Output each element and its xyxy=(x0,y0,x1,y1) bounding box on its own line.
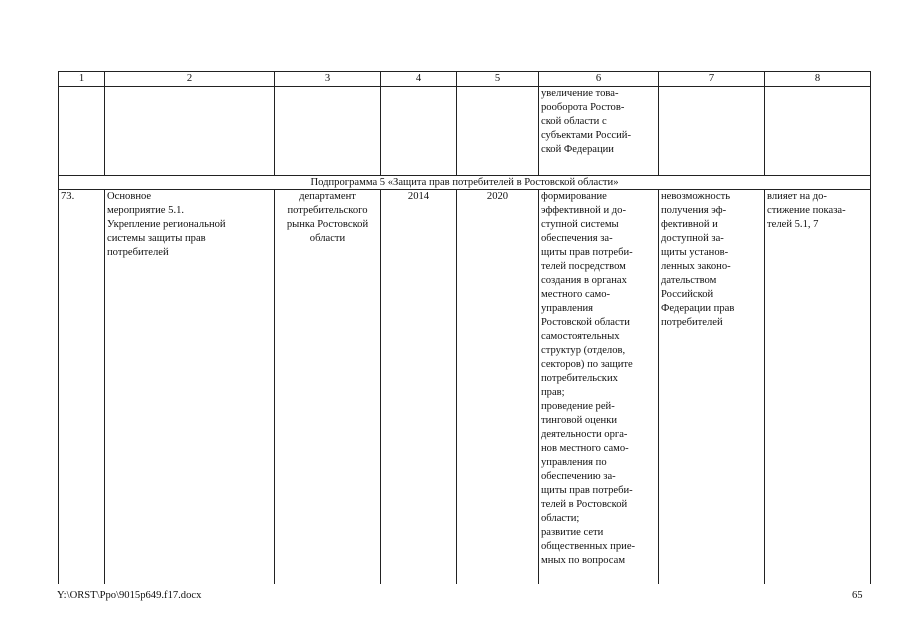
text-line: структур (отделов, xyxy=(541,345,626,356)
text-line: управления xyxy=(541,303,594,314)
text-line: телей посредством xyxy=(541,261,626,272)
text-line: обеспечению за- xyxy=(541,471,616,482)
measures-table xyxy=(58,71,871,584)
text-line: развитие сети xyxy=(541,527,604,538)
text-line: Ростовской области xyxy=(541,317,630,328)
text-line: щиты прав потреби- xyxy=(541,247,633,258)
subprogram-title: Подпрограмма 5 «Защита прав потребителей в Ростовской области» xyxy=(59,176,871,190)
text-line: обеспечения за- xyxy=(541,233,613,244)
text-line: ленных законо- xyxy=(661,261,731,272)
text-line: влияет на до- xyxy=(767,191,827,202)
page-number: 65 xyxy=(852,590,863,601)
text-line: дательством xyxy=(661,275,717,286)
subprogram-row xyxy=(59,176,871,190)
text-line: увеличение това- xyxy=(541,88,619,99)
text-line: Российской xyxy=(661,289,714,300)
text-line: создания в органах xyxy=(541,275,627,286)
text-line: Укрепление региональной xyxy=(107,219,226,230)
text-line: эффективной и до- xyxy=(541,205,626,216)
text-line: общественных прие- xyxy=(541,541,636,552)
text-line: фективной и xyxy=(661,219,718,230)
text-line: мных по вопросам xyxy=(541,555,626,566)
text-line: ской Федерации xyxy=(541,144,614,155)
text-line: местного само- xyxy=(541,289,611,300)
text-line: доступной за- xyxy=(661,233,724,244)
text-line: ской области с xyxy=(541,116,607,127)
text-line: департамент xyxy=(299,191,356,202)
table-cell xyxy=(59,87,105,176)
text-line: рынка Ростовской xyxy=(286,219,369,230)
text-line: секторов) по защите xyxy=(541,359,633,370)
table-cell xyxy=(457,87,539,176)
text-line: стижение показа- xyxy=(767,205,846,216)
column-number: 1 xyxy=(59,72,105,87)
column-number: 2 xyxy=(105,72,275,87)
text-line: телей 5.1, 7 xyxy=(767,219,819,230)
text-line: мероприятие 5.1. xyxy=(107,205,185,216)
expected-result-cell xyxy=(539,190,659,585)
column-number: 5 xyxy=(457,72,539,87)
text-line: невозможность xyxy=(661,191,731,202)
consequences-cell xyxy=(659,190,765,585)
table-row xyxy=(59,190,871,585)
text-line: потребительских xyxy=(541,373,618,384)
file-path: Y:\ORST\Ppo\9015p649.f17.docx xyxy=(57,590,202,601)
table-cell xyxy=(105,87,275,176)
text-line: тинговой оценки xyxy=(541,415,618,426)
text-line: получения эф- xyxy=(661,205,727,216)
text-line: щиты установ- xyxy=(661,247,729,258)
continuation-row xyxy=(59,87,871,176)
end-year-cell: 2020 xyxy=(457,190,539,585)
text-line: управления по xyxy=(541,457,607,468)
column-number: 8 xyxy=(765,72,871,87)
text-line: щиты прав потреби- xyxy=(541,485,633,496)
text-line: области; xyxy=(541,513,580,524)
table-cell xyxy=(659,87,765,176)
row-number: 73. xyxy=(59,190,105,585)
text-line: ступной системы xyxy=(541,219,619,230)
column-number: 4 xyxy=(381,72,457,87)
table-cell xyxy=(381,87,457,176)
column-number: 7 xyxy=(659,72,765,87)
text-line: самостоятельных xyxy=(541,331,620,342)
executor-cell xyxy=(275,190,381,585)
text-line: нов местного само- xyxy=(541,443,629,454)
text-line: рооборота Ростов- xyxy=(541,102,625,113)
text-line: области xyxy=(309,233,346,244)
start-year-cell: 2014 xyxy=(381,190,457,585)
text-line: Федерации прав xyxy=(661,303,735,314)
text-line: прав; xyxy=(541,387,565,398)
text-line: потребителей xyxy=(107,247,169,258)
table-cell xyxy=(765,87,871,176)
column-number-row xyxy=(59,72,871,87)
text-line: телей в Ростовской xyxy=(541,499,628,510)
column-number: 6 xyxy=(539,72,659,87)
text-line: проведение рей- xyxy=(541,401,615,412)
text-line: деятельности орга- xyxy=(541,429,628,440)
text-line: Основное xyxy=(107,191,152,202)
table-cell xyxy=(275,87,381,176)
text-line: субъектами Россий- xyxy=(541,130,631,141)
text-line: потребителей xyxy=(661,317,723,328)
measure-name-cell xyxy=(105,190,275,585)
text-line: формирование xyxy=(541,191,607,202)
continuation-result-cell xyxy=(539,87,659,176)
text-line: потребительского xyxy=(287,205,368,216)
text-line: системы защиты прав xyxy=(107,233,206,244)
impact-cell xyxy=(765,190,871,585)
column-number: 3 xyxy=(275,72,381,87)
